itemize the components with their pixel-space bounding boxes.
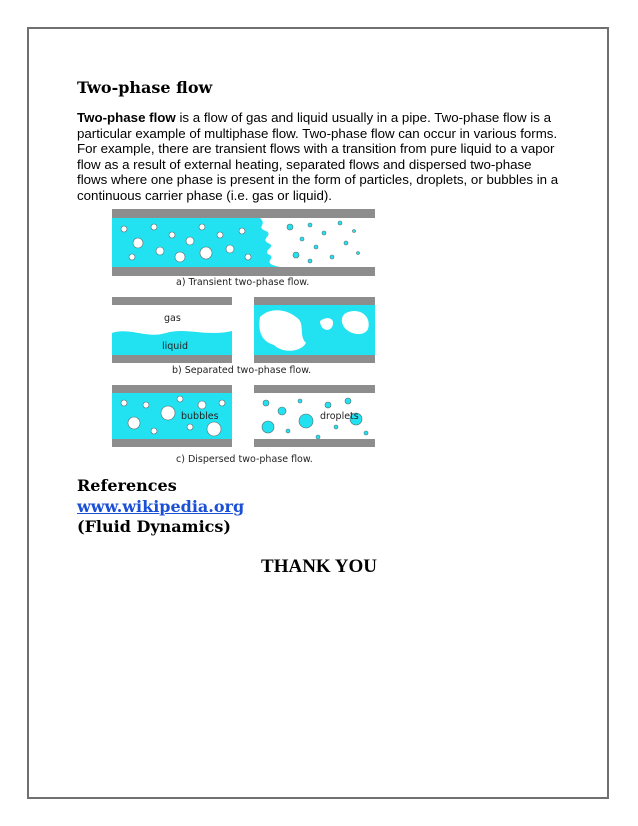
separated-flow-diagram xyxy=(112,297,375,363)
references-block xyxy=(77,476,244,538)
intro-paragraph xyxy=(77,110,562,204)
caption-transient: a) Transient two-phase flow. xyxy=(176,277,310,288)
label-bubbles: bubbles xyxy=(181,411,219,422)
transient-flow-diagram xyxy=(112,209,375,276)
references-heading: References xyxy=(77,476,177,495)
closing-text: THANK YOU xyxy=(261,556,377,577)
reference-note: (Fluid Dynamics) xyxy=(77,517,231,536)
caption-dispersed: c) Dispersed two-phase flow. xyxy=(176,454,313,465)
label-droplets: droplets xyxy=(320,411,359,422)
label-liquid: liquid xyxy=(162,341,188,352)
caption-separated: b) Separated two-phase flow. xyxy=(172,365,312,376)
reference-link[interactable]: www.wikipedia.org xyxy=(77,496,245,516)
section-heading: Two-phase flow xyxy=(77,78,213,97)
label-gas: gas xyxy=(164,313,181,324)
intro-term: Two-phase flow xyxy=(77,110,176,125)
flow-diagram xyxy=(110,205,380,467)
flow-figure xyxy=(110,205,380,467)
intro-body: is a flow of gas and liquid usually in a pipe. Two-phase flow is a particular example of multiphase flow. Two-phase flow can occur in various forms. For example, there are transient flows with a transition from pure liquid to a vapor flow as a result of external heating, separated flows and dispersed two-phase flows where one phase is present in the form of particles, droplets, or bubbles in a continuous carrier phase (i.e. gas or liquid). xyxy=(77,110,559,203)
